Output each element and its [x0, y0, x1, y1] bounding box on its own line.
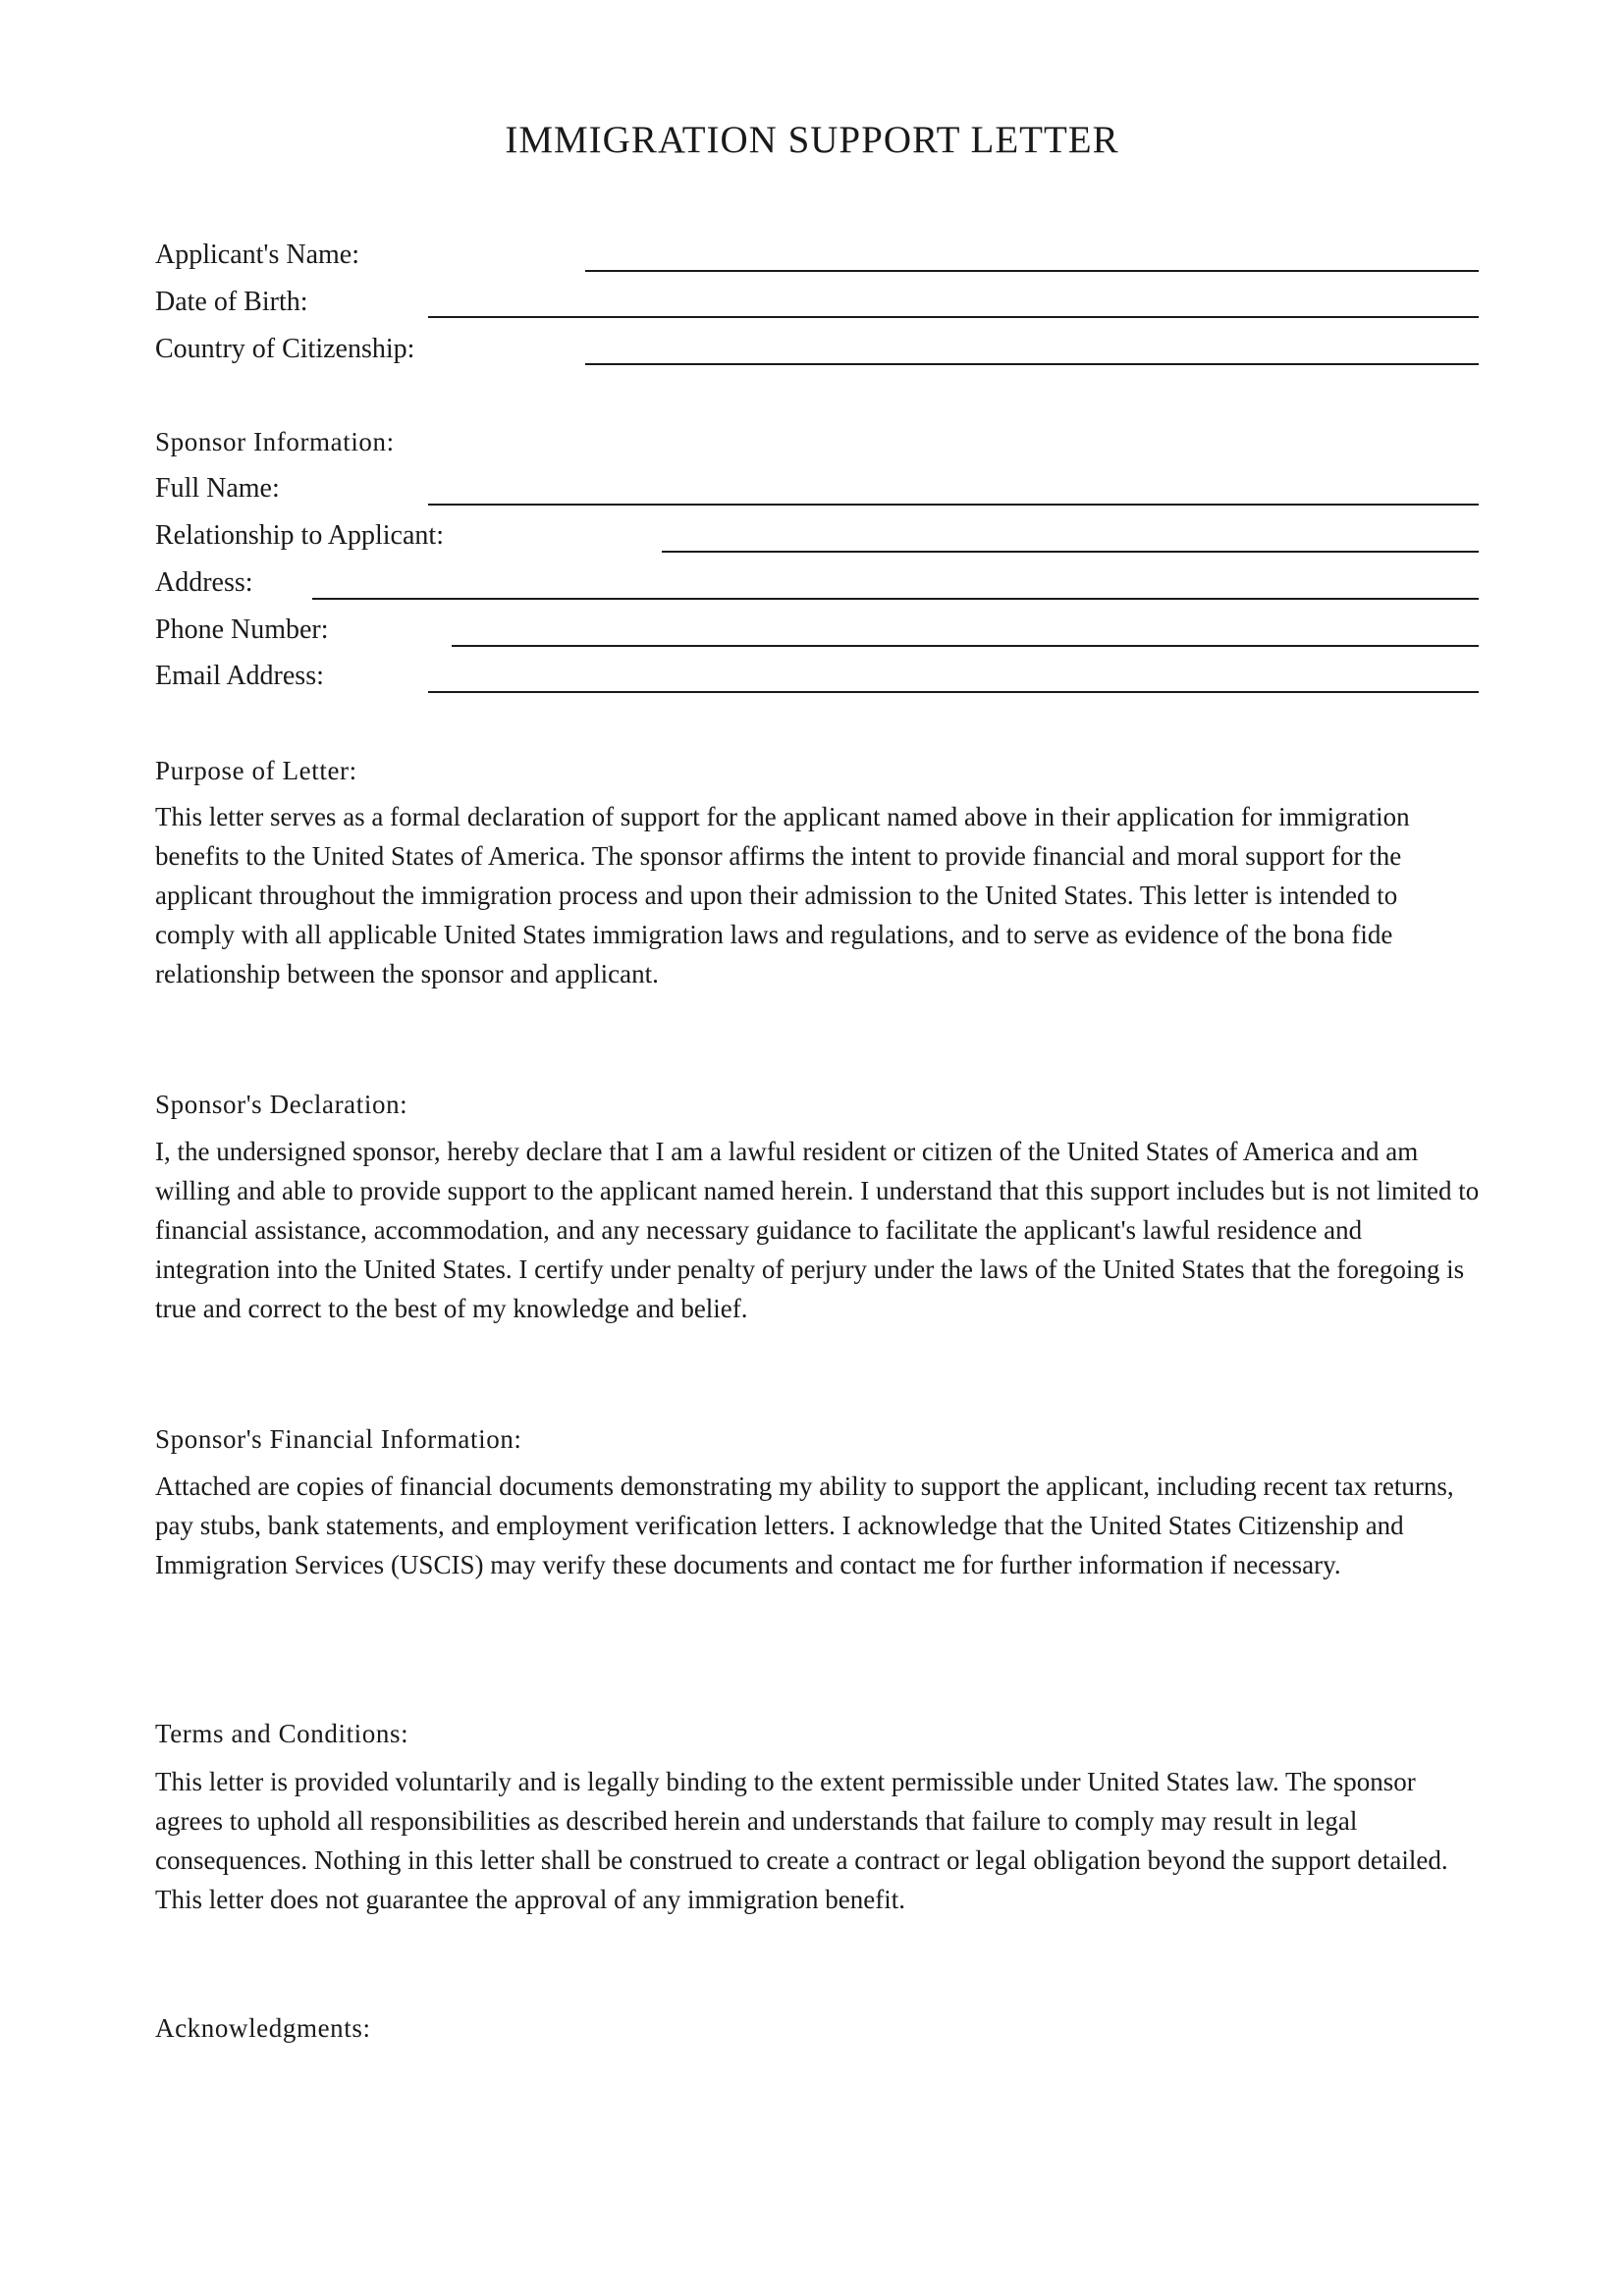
- phone-number-field[interactable]: [452, 645, 1479, 647]
- declaration-heading: Sponsor's Declaration:: [155, 1090, 408, 1119]
- phone-number-label: Phone Number:: [155, 614, 329, 645]
- applicant-name-label: Applicant's Name:: [155, 240, 359, 270]
- address-label: Address:: [155, 567, 253, 598]
- sponsor-full-name-field[interactable]: [428, 504, 1479, 506]
- email-address-field[interactable]: [428, 691, 1479, 693]
- citizenship-field[interactable]: [585, 363, 1479, 365]
- declaration-paragraph: I, the undersigned sponsor, hereby declare that I am a lawful resident or citizen of the United States of America and am willing and able to provide support to the applicant named herein. I understand that this support includes but is not limited to financial assistance, accommodation, and any necessary guidance to facilitate the applicant's lawful residence and integration into the United States. I certify under penalty of perjury under the laws of the United States that the foregoing is true and correct to the best of my knowledge and belief.: [155, 1137, 1480, 1323]
- address-field[interactable]: [312, 598, 1479, 600]
- purpose-paragraph: This letter serves as a formal declaration of support for the applicant named above in their application for immigration benefits to the United States of America. The sponsor affirms the intent to provide financial and moral support for the applicant throughout the immigration process and upon their admission to the United States. This letter is intended to comply with all applicable United States immigration laws and regulations, and to serve as evidence of the bona fide relationship between the sponsor and applicant.: [155, 802, 1410, 988]
- document-title: IMMIGRATION SUPPORT LETTER: [505, 119, 1119, 161]
- purpose-heading: Purpose of Letter:: [155, 756, 357, 785]
- relationship-field[interactable]: [662, 551, 1479, 553]
- date-of-birth-label: Date of Birth:: [155, 287, 308, 317]
- financial-paragraph: Attached are copies of financial documents demonstrating my ability to support the applicant, including recent tax returns, pay stubs, bank statements, and employment verification letters. I acknowledge that the United States Citizenship and Immigration Services (USCIS) may verify these documents and contact me for further information if necessary.: [155, 1471, 1454, 1579]
- citizenship-label: Country of Citizenship:: [155, 334, 415, 364]
- relationship-label: Relationship to Applicant:: [155, 520, 444, 551]
- sponsor-full-name-label: Full Name:: [155, 473, 280, 504]
- email-address-label: Email Address:: [155, 661, 324, 691]
- date-of-birth-field[interactable]: [428, 316, 1479, 318]
- applicant-name-field[interactable]: [585, 270, 1479, 272]
- financial-heading: Sponsor's Financial Information:: [155, 1424, 522, 1454]
- terms-heading: Terms and Conditions:: [155, 1719, 409, 1748]
- terms-paragraph: This letter is provided voluntarily and is legally binding to the extent permissible under United States law. The sponsor agrees to uphold all responsibilities as described herein and understands that failure to comply may result in legal consequences. Nothing in this letter shall be construed to create a contract or legal obligation beyond the support detailed. This letter does not guarantee the approval of any immigration benefit.: [155, 1767, 1448, 1914]
- acknowledgments-heading: Acknowledgments:: [155, 2013, 371, 2043]
- sponsor-information-heading: Sponsor Information:: [155, 427, 395, 456]
